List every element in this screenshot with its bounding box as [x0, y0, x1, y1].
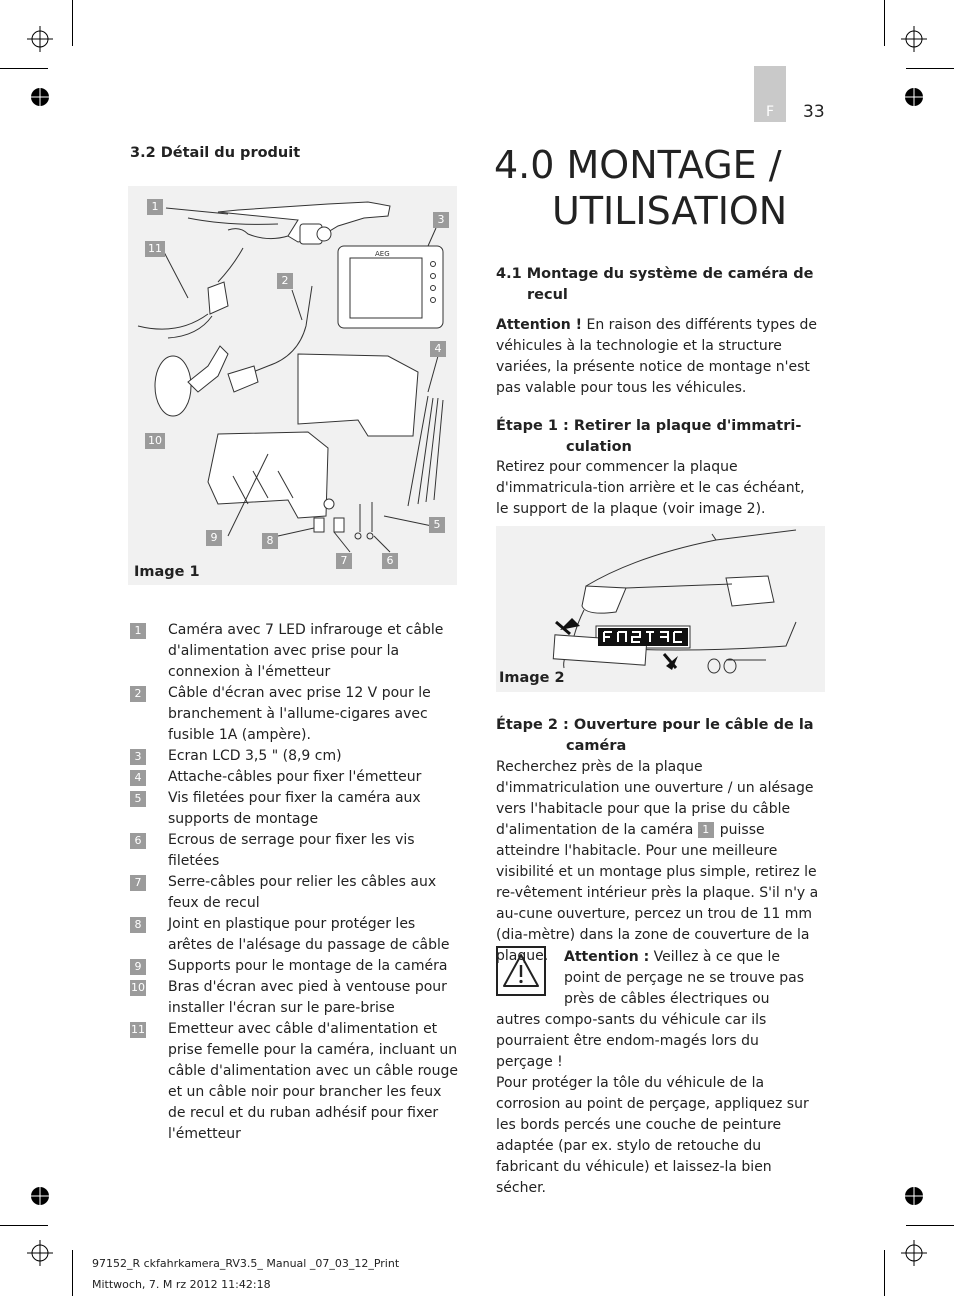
chapter-title-line2: UTILISATION: [552, 189, 788, 233]
car-rear-illustration: [496, 526, 825, 692]
warning-paragraph: Attention : Veillez à ce que le point de perçage ne se trouve pas près de câbles électriques ou autres compo-sants du véhicule car ils pourraient être endom-magés lors du perçage !: [496, 949, 805, 1070]
figure-license-plate: [496, 526, 825, 692]
print-footer-file: 97152_R ckfahrkamera_RV3.5_ Manual _07_03_12_Print: [92, 1257, 400, 1270]
list-item: 8 Joint en plastique pour protéger les arêtes de l'alésage du passage de câble: [130, 914, 460, 956]
registration-dot-icon: [903, 86, 925, 108]
svg-text:AEG: AEG: [375, 250, 390, 258]
list-item: 4 Attache-câbles pour fixer l'émetteur: [130, 767, 460, 788]
figure-caption-2: Image 2: [499, 670, 565, 686]
product-illustration: [128, 186, 457, 585]
list-item: 2 Câble d'écran avec prise 12 V pour le branchement à l'allume-cigares avec fusible 1A (ampère).: [130, 683, 460, 746]
list-item: 11 Emetteur avec câble d'alimentation et prise femelle pour la caméra, incluant un câble d'alimentation avec un câble rouge et un câble noir pour brancher les feux de recul et du ruban adhésif pour fixer l'émetteur: [131, 1021, 458, 1142]
list-item: 3 Ecran LCD 3,5 " (8,9 cm): [130, 746, 460, 767]
crop-mark: [906, 1225, 954, 1226]
crop-mark: [906, 68, 954, 69]
figure-label: 11: [145, 241, 165, 257]
figure-label: 1: [147, 199, 163, 215]
crop-mark: [884, 0, 885, 46]
registration-mark-icon: [27, 26, 53, 52]
figure-label: 10: [145, 433, 165, 449]
step2-text: Recherchez près de la plaque d'immatriculation une ouverture / un alésage vers l'habitacle pour que la prise du câble d'alimentation de la caméra 1 puisse atteindre l'habitacle. Pour une meilleure visibilité et un montage plus simple, retirez le re-vêtement intérieur près la plaque. S'il n'y a au-cune ouverture, percez un trou de 11 mm (dia-mètre) dans la zone de couverture de la plaque.: [496, 759, 819, 964]
attention-paragraph: Attention ! En raison des différents types de véhicules à la technologie et la structure variées, la présente notice de montage n'est pas valable pour tous les véhicules.: [496, 317, 818, 396]
language-tab-label: F: [765, 104, 775, 120]
list-item: 10 Bras d'écran avec pied à ventouse pour installer l'écran sur le pare-brise: [131, 979, 447, 1016]
registration-mark-icon: [901, 1240, 927, 1266]
step1-text: Retirez pour commencer la plaque d'immatricula-tion arrière et le cas échéant, le support de la plaque (voir image 2).: [496, 459, 805, 517]
list-item: 5 Vis filetées pour fixer la caméra aux supports de montage: [130, 788, 460, 830]
chapter-title: [494, 142, 787, 234]
figure-label: 2: [277, 273, 293, 289]
figure-label: 5: [429, 517, 445, 533]
warning-label: Attention :: [564, 949, 650, 965]
inline-part-badge: 1: [698, 822, 714, 838]
figure-label: 3: [433, 212, 449, 228]
crop-mark: [0, 68, 48, 69]
registration-mark-icon: [901, 26, 927, 52]
registration-mark-icon: [27, 1240, 53, 1266]
step1-heading: Étape 1 : Retirer la plaque d'immatri- culation: [496, 418, 802, 455]
page-number: 33: [803, 102, 825, 122]
figure-label: 8: [262, 533, 278, 549]
registration-dot-icon: [903, 1185, 925, 1207]
crop-mark: [72, 1250, 73, 1296]
parts-list: [130, 620, 460, 1145]
crop-mark: [72, 0, 73, 46]
section-title-4-1: 4.1 Montage du système de caméra de recul: [496, 266, 814, 303]
crop-mark: [884, 1250, 885, 1296]
section-title-3-2: 3.2 Détail du produit: [130, 145, 301, 161]
figure-product-detail: [128, 186, 457, 585]
list-item: 6 Ecrous de serrage pour fixer les vis filetées: [130, 830, 460, 872]
figure-label: 7: [336, 553, 352, 569]
step2-heading: Étape 2 : Ouverture pour le câble de la caméra: [496, 717, 814, 754]
registration-dot-icon: [29, 1185, 51, 1207]
language-tab: [754, 66, 786, 122]
crop-mark: [0, 1225, 48, 1226]
figure-label: 4: [430, 341, 446, 357]
list-item: 9 Supports pour le montage de la caméra: [130, 956, 460, 977]
attention-label: Attention !: [496, 317, 583, 333]
print-footer-date: Mittwoch, 7. M rz 2012 11:42:18: [92, 1278, 271, 1291]
chapter-title-line1: 4.0 MONTAGE /: [494, 143, 782, 187]
registration-dot-icon: [29, 86, 51, 108]
figure-caption-1: Image 1: [134, 564, 200, 580]
protect-paragraph: Pour protéger la tôle du véhicule de la corrosion au point de perçage, appliquez sur les bords percés une couche de peinture adaptée (par ex. stylo de retouche du fabricant du véhicule) et laissez-la bien sécher.: [496, 1075, 809, 1196]
figure-label: 9: [206, 530, 222, 546]
list-item: 7 Serre-câbles pour relier les câbles aux feux de recul: [130, 872, 460, 914]
figure-label: 6: [382, 553, 398, 569]
list-item: 1 Caméra avec 7 LED infrarouge et câble d'alimentation avec prise pour la connexion à l'émetteur: [130, 620, 460, 683]
